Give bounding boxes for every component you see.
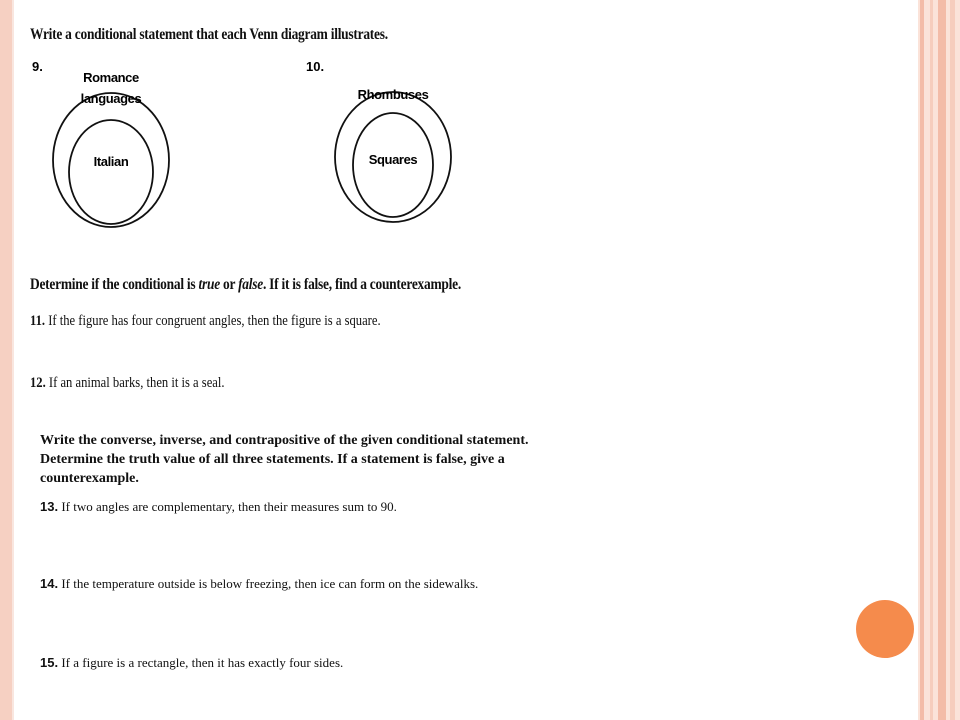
right-stripe-1 — [920, 0, 924, 720]
right-stripe-2 — [930, 0, 933, 720]
venn-section-heading: Write a conditional statement that each Venn diagram illustrates. — [30, 26, 388, 43]
outer-label-line1: Romance — [83, 70, 139, 85]
heading-part1: Determine if the conditional is — [30, 276, 199, 293]
question-number: 15. — [40, 655, 59, 670]
heading-true: true — [198, 276, 220, 293]
left-decorative-line — [12, 0, 14, 720]
outer-label: Rhombuses — [357, 87, 429, 102]
question-number: 11. — [30, 313, 46, 329]
converse-section-heading: Write the converse, inverse, and contrapositive of the given conditional statement. Determine the truth value of all three statements. If a statement is false, give a counterexample. — [40, 433, 529, 486]
question-text: If an animal barks, then it is a seal. — [48, 375, 225, 391]
right-stripe-3 — [938, 0, 946, 720]
venn-diagram-9 — [28, 54, 188, 234]
question-text: If the figure has four congruent angles, then the figure is a square. — [48, 313, 381, 329]
question-text: If two angles are complementary, then their measures sum to 90. — [61, 499, 397, 514]
question-12 — [30, 375, 225, 392]
inner-label: Squares — [368, 152, 418, 167]
venn-diagram-10 — [300, 54, 460, 234]
question-11 — [30, 313, 381, 330]
true-false-section-heading — [30, 276, 461, 294]
question-text: If a figure is a rectangle, then it has exactly four sides. — [61, 655, 344, 670]
heading-part2: . If it is false, find a counterexample. — [262, 276, 461, 293]
orange-accent-circle — [856, 600, 914, 658]
inner-label: Italian — [93, 154, 129, 169]
outer-label-line2: languages — [80, 91, 142, 106]
heading-or: or — [219, 276, 239, 293]
left-decorative-stripe — [0, 0, 12, 720]
question-number: 12. — [30, 375, 46, 391]
question-14 — [40, 576, 478, 592]
question-text: If the temperature outside is below freezing, then ice can form on the sidewalks. — [61, 576, 479, 591]
diagram-number-10: 10. — [306, 59, 325, 74]
right-stripe-4 — [950, 0, 955, 720]
question-15 — [40, 655, 343, 671]
heading-false: false — [238, 276, 263, 293]
question-number: 13. — [40, 499, 59, 514]
question-number: 14. — [40, 576, 59, 591]
diagram-number-9: 9. — [32, 59, 43, 74]
inner-circle — [69, 120, 153, 224]
question-13 — [40, 499, 397, 515]
